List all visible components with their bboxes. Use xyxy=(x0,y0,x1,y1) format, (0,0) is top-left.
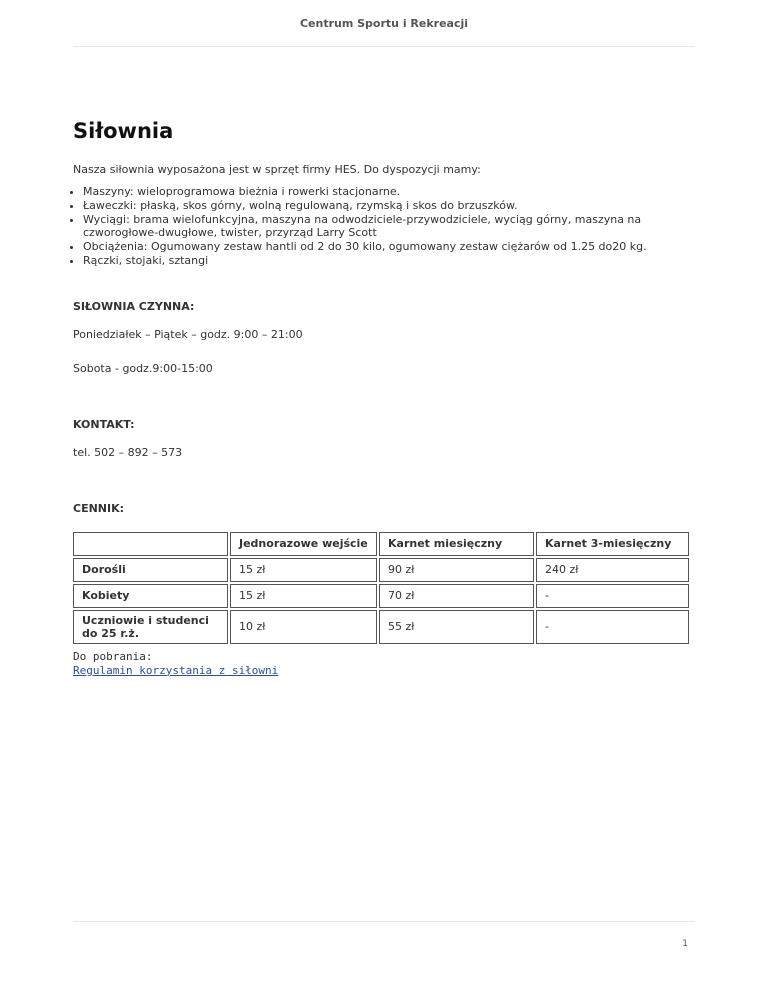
row-label: Uczniowie i studenci do 25 r.ż. xyxy=(73,610,228,644)
contact-phone: tel. 502 – 892 – 573 xyxy=(73,445,183,459)
price-cell: 15 zł xyxy=(230,558,377,582)
page-title: Siłownia xyxy=(73,119,174,143)
table-header-row xyxy=(73,532,689,556)
equipment-item-accessories: • Rączki, stojaki, sztangi xyxy=(83,254,693,268)
page-header xyxy=(73,0,695,47)
page-number: 1 xyxy=(682,939,688,949)
hours-saturday: Sobota - godz.9:00-15:00 xyxy=(73,361,213,375)
site-title: Centrum Sportu i Rekreacji xyxy=(299,17,469,30)
main-content xyxy=(73,117,693,678)
price-cell: 70 zł xyxy=(379,584,534,608)
download-label: Do pobrania: xyxy=(73,649,153,663)
table-row xyxy=(73,558,689,582)
table-header-cell: Karnet 3-miesięczny xyxy=(536,532,689,556)
price-cell: - xyxy=(536,610,689,644)
table-header-cell xyxy=(73,532,228,556)
equipment-item-benches: • Ławeczki: płaską, skos górny, wolną regulowaną, rzymską i skos do brzuszków. xyxy=(83,199,693,213)
table-row xyxy=(73,610,689,644)
price-cell: 240 zł xyxy=(536,558,689,582)
intro-text: Nasza siłownia wyposażona jest w sprzęt firmy HES. Do dyspozycji mamy: xyxy=(73,163,481,176)
row-label: Dorośli xyxy=(73,558,228,582)
hours-weekdays: Poniedziałek – Piątek – godz. 9:00 – 21:00 xyxy=(73,327,303,341)
download-section xyxy=(73,650,693,678)
table-header-cell: Jednorazowe wejście xyxy=(230,532,377,556)
table-header-cell: Karnet miesięczny xyxy=(379,532,534,556)
regulations-link[interactable]: Regulamin korzystania z siłowni xyxy=(73,663,279,677)
equipment-item-weights: • Obciążenia: Ogumowany zestaw hantli od 2 do 30 kilo, ogumowany zestaw ciężarów od 1.25 do20 kg. xyxy=(83,240,693,254)
table-row xyxy=(73,584,689,608)
hours-heading: SIŁOWNIA CZYNNA: xyxy=(73,299,195,313)
pricing-heading: CENNIK: xyxy=(73,501,125,515)
price-cell: 10 zł xyxy=(230,610,377,644)
equipment-item-machines: • Maszyny: wieloprogramowa bieżnia i rowerki stacjonarne. xyxy=(83,185,693,199)
row-label: Kobiety xyxy=(73,584,228,608)
price-cell: 90 zł xyxy=(379,558,534,582)
price-cell: - xyxy=(536,584,689,608)
price-cell: 55 zł xyxy=(379,610,534,644)
equipment-list xyxy=(73,185,693,268)
contact-heading: KONTAKT: xyxy=(73,417,135,431)
equipment-item-cables: • Wyciągi: brama wielofunkcyjna, maszyna na odwodziciele-przywodziciele, wyciąg górny, maszyna na czworogłowe-dwugłowe, twister, przyrząd Larry Scott xyxy=(83,213,693,241)
price-cell: 15 zł xyxy=(230,584,377,608)
pricing-table xyxy=(71,530,691,646)
page-footer-divider xyxy=(73,921,695,922)
